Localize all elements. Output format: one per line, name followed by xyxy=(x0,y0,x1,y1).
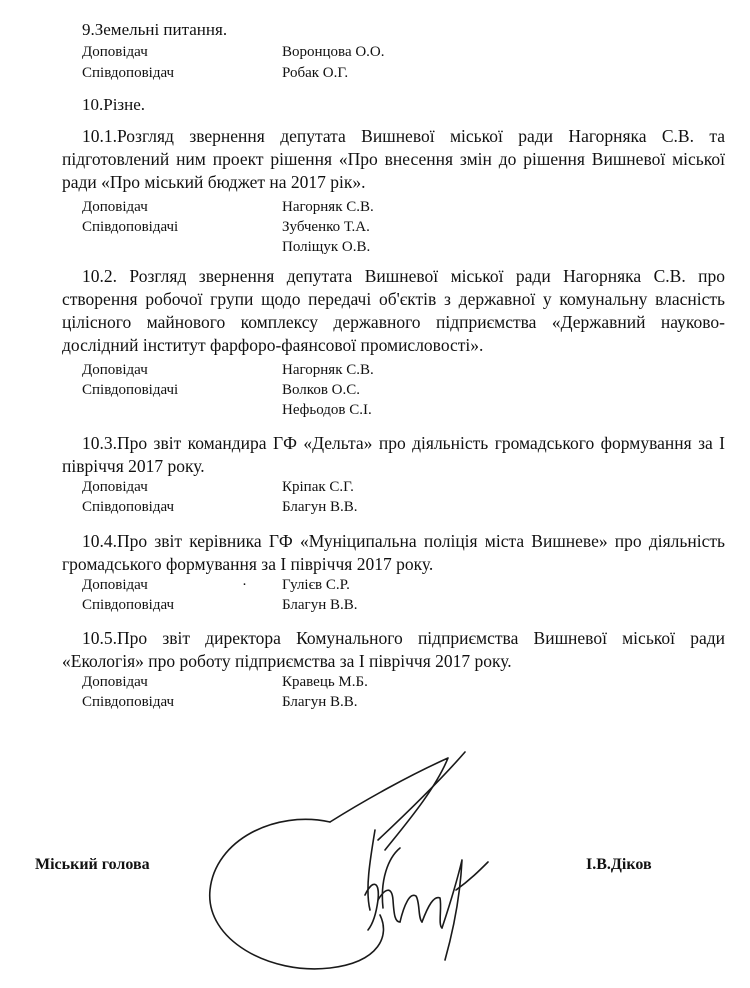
item9-heading: 9.Земельні питання. xyxy=(82,20,228,39)
signature-icon xyxy=(180,730,500,980)
person-name: Воронцова О.О. xyxy=(282,44,385,60)
footer-title: Міський голова xyxy=(35,856,150,873)
person-name: Благун В.В. xyxy=(282,694,358,710)
person-name: Нефьодов С.І. xyxy=(282,402,372,418)
role-label: Доповідач xyxy=(82,577,148,593)
role-label: Доповідач xyxy=(82,44,148,60)
role-label: Доповідач xyxy=(82,362,148,378)
role-label: Співдоповідач xyxy=(82,499,175,515)
person-name: Благун В.В. xyxy=(282,499,358,515)
role-label: Співдоповідач xyxy=(82,597,175,613)
role-label: Співдоповідачі xyxy=(82,219,179,235)
item10-heading: 10.Різне. xyxy=(82,95,146,114)
person-name: Нагорняк С.В. xyxy=(282,199,374,215)
item10-4-text: 10.4.Про звіт керівника ГФ «Муніципальна поліція міста Вишневе» про діяльність громадського формування за І півріччя 2017 року. xyxy=(62,531,725,574)
person-name: Волков О.С. xyxy=(282,382,360,398)
person-name: Кравець М.Б. xyxy=(282,674,368,690)
role-label: Співдоповідач xyxy=(82,694,175,710)
person-name: Нагорняк С.В. xyxy=(282,362,374,378)
item10-5-text: 10.5.Про звіт директора Комунального підприємства Вишневої міської ради «Екологія» про роботу підприємства за І півріччя 2017 року. xyxy=(62,628,725,671)
item10-2-text: 10.2. Розгляд звернення депутата Вишневої міської ради Нагорняка С.В. про створення робочої групи щодо передачі об'єктів з державної у комунальну власність цілісного майнового комплексу державного підприємства «Державний науково-дослідний інститут фарфоро-фаянсової промисловості». xyxy=(62,266,725,355)
role-label: Співдоповідачі xyxy=(82,382,179,398)
role-label: Доповідач xyxy=(82,199,148,215)
person-name: Кріпак С.Г. xyxy=(282,479,354,495)
person-name: Благун В.В. xyxy=(282,597,358,613)
person-name: Поліщук О.В. xyxy=(282,239,371,255)
person-name: Робак О.Г. xyxy=(282,65,349,81)
item10-3-text: 10.3.Про звіт командира ГФ «Дельта» про діяльність громадського формування за І півріччя 2017 року. xyxy=(62,433,725,476)
person-name: Зубченко Т.А. xyxy=(282,219,370,235)
item10-1-text: 10.1.Розгляд звернення депутата Вишневої міської ради Нагорняка С.В. та підготовлений ним проект рішення «Про внесення змін до рішення Вишневої міської ради «Про міський бюджет на 2017 рік». xyxy=(62,126,725,192)
stray-dot: · xyxy=(242,577,247,593)
role-label: Доповідач xyxy=(82,674,148,690)
footer-signer: І.В.Діков xyxy=(586,856,652,873)
role-label: Співдоповідач xyxy=(82,65,175,81)
person-name: Гулієв С.Р. xyxy=(282,577,350,593)
role-label: Доповідач xyxy=(82,479,148,495)
